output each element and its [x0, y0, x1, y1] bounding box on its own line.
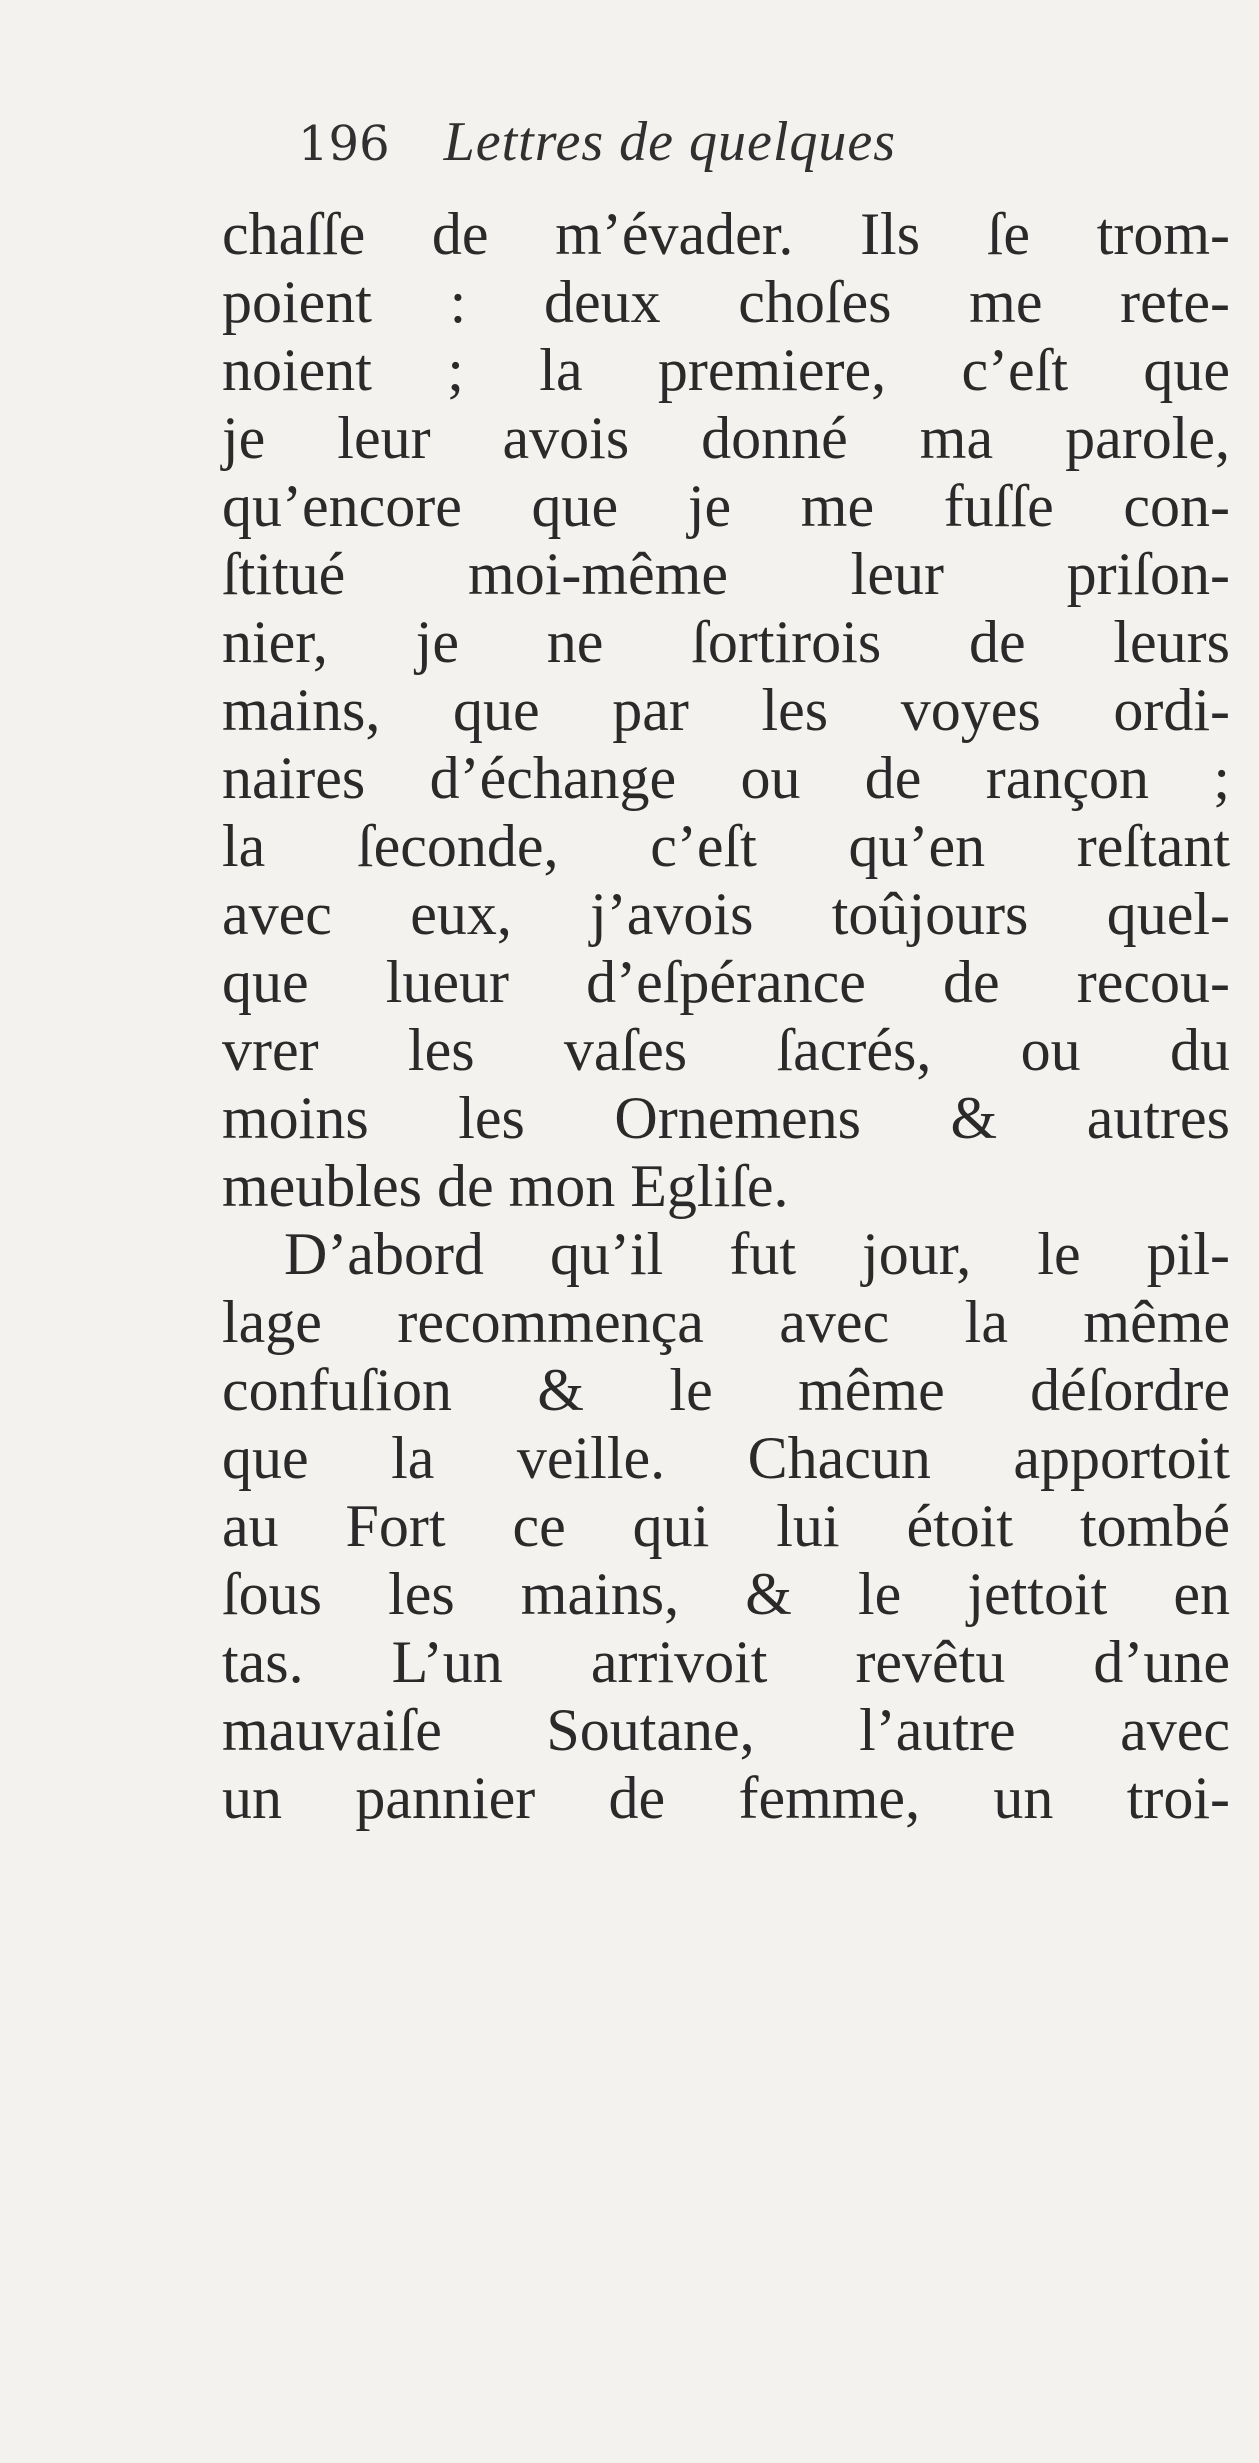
text-line: je leur avois donné ma parole, — [222, 405, 1230, 471]
text-line: confuſion & le même déſordre — [222, 1357, 1230, 1423]
text-line: qu’encore que je me fuſſe con- — [222, 473, 1230, 539]
text-line: moins les Ornemens & autres — [222, 1085, 1230, 1151]
text-line: ſous les mains, & le jettoit en — [222, 1561, 1230, 1627]
text-line: un pannier de femme, un troi- — [222, 1765, 1230, 1831]
text-line: tas. L’un arrivoit revêtu d’une — [222, 1629, 1230, 1695]
page-number: 196 — [298, 116, 390, 172]
text-line: que la veille. Chacun apportoit — [222, 1425, 1230, 1491]
text-line: poient : deux choſes me rete- — [222, 269, 1230, 335]
text-line: au Fort ce qui lui étoit tombé — [222, 1493, 1230, 1559]
text-line: lage recommença avec la même — [222, 1289, 1230, 1355]
text-line: avec eux, j’avois toûjours quel- — [222, 881, 1230, 947]
text-line: meubles de mon Egliſe. — [222, 1153, 789, 1219]
page-header — [298, 110, 896, 182]
text-line: naires d’échange ou de rançon ; — [222, 745, 1230, 811]
text-line: nier, je ne ſortirois de leurs — [222, 609, 1230, 675]
text-line: mauvaiſe Soutane, l’autre avec — [222, 1697, 1230, 1763]
text-line: chaſſe de m’évader. Ils ſe trom- — [222, 201, 1230, 267]
text-line: mains, que par les voyes ordi- — [222, 677, 1230, 743]
text-line: ſtitué moi-même leur priſon- — [222, 541, 1230, 607]
body-text — [222, 200, 1230, 1832]
text-line: que lueur d’eſpérance de recou- — [222, 949, 1230, 1015]
text-line: noient ; la premiere, c’eſt que — [222, 337, 1230, 403]
text-line: vrer les vaſes ſacrés, ou du — [222, 1017, 1230, 1083]
text-line: la ſeconde, c’eſt qu’en reſtant — [222, 813, 1230, 879]
paragraph-start-line: D’abord qu’il fut jour, le pil- — [284, 1221, 1230, 1287]
running-title: Lettres de quelques — [443, 111, 897, 173]
